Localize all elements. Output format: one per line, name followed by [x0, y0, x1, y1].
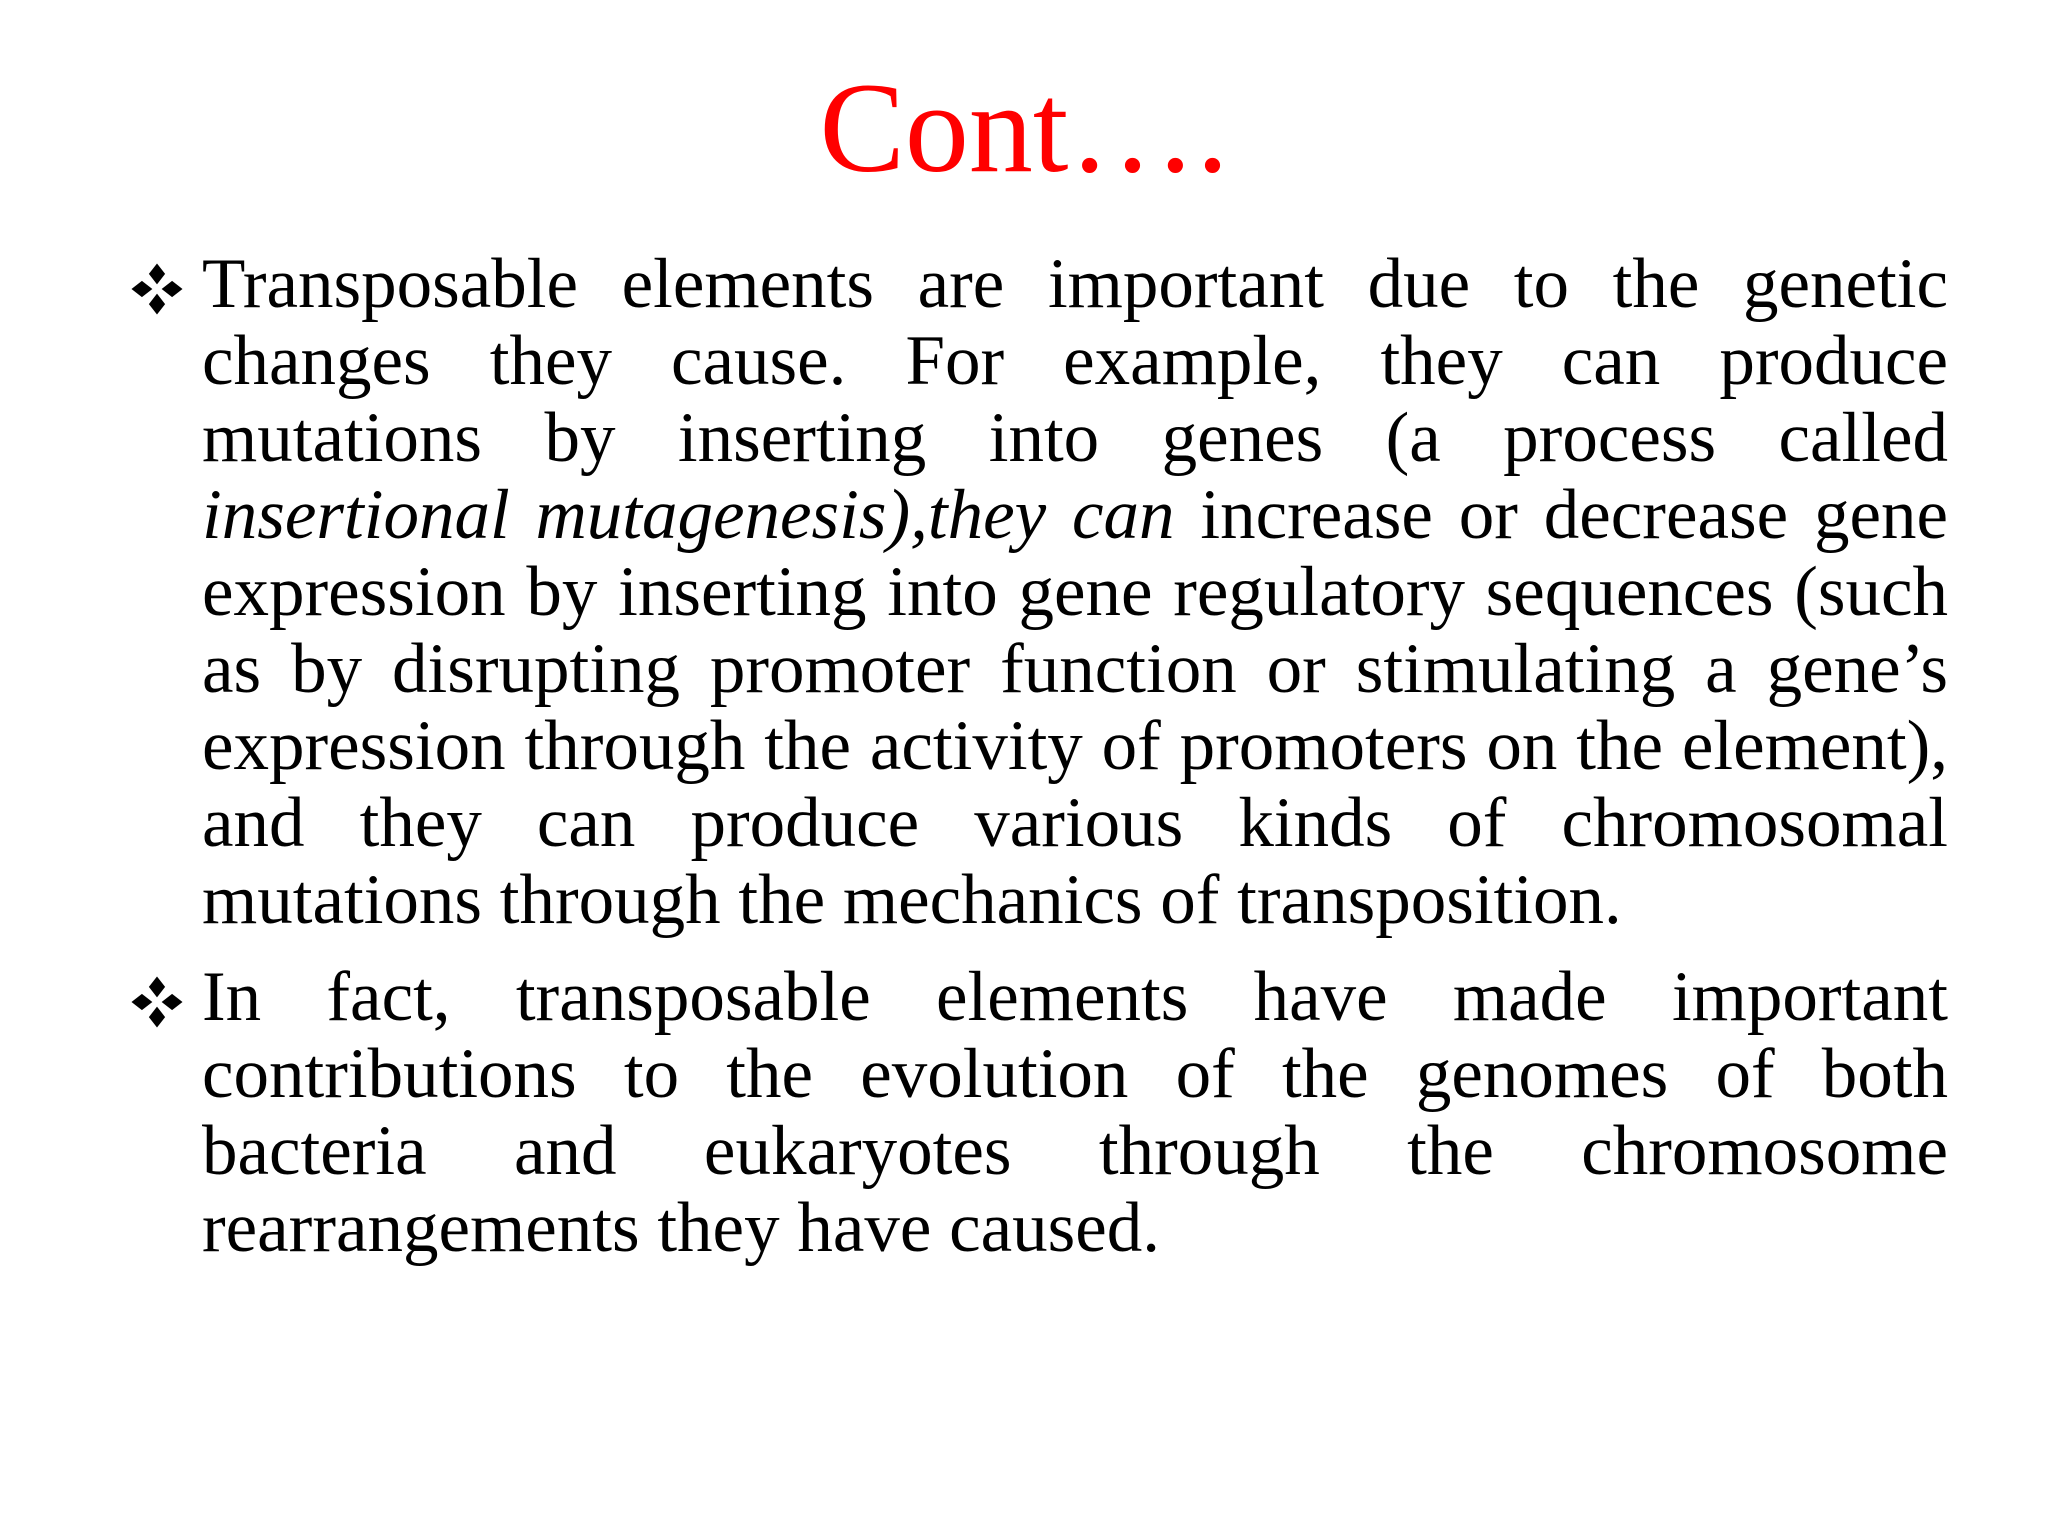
bullet-text-1 [202, 245, 1948, 939]
slide-title: Cont…. [819, 57, 1229, 199]
bullet-item-2 [128, 959, 1948, 1267]
bullet-text-2 [202, 958, 1948, 1267]
bullet-2-segment-1: In fact, transposable elements have made important contributions to the evolution of the genomes of both bacteria and eukaryotes through the chromosome rearrangements they have caused. [202, 958, 1948, 1267]
bullet-list [128, 246, 1948, 1287]
bullet-item-1 [128, 246, 1948, 939]
four-diamond-bullet-icon [128, 973, 186, 1031]
bullet-1-segment-3: increase or decrease gene expression by inserting into gene regulatory sequences (such as by disrupting promoter function or stimulating a gene’s expression through the activity of promoters on the element), and they can produce various kinds of chromosomal mutations through the mechanics of transposition. [202, 476, 1948, 939]
four-diamond-bullet-icon [128, 260, 186, 318]
bullet-1-segment-2-italic: insertional mutagenesis),they can [202, 476, 1175, 554]
bullet-1-segment-1: Transposable elements are important due to the genetic changes they cause. For example, they can produce mutations by inserting into genes (a process called [202, 245, 1948, 477]
